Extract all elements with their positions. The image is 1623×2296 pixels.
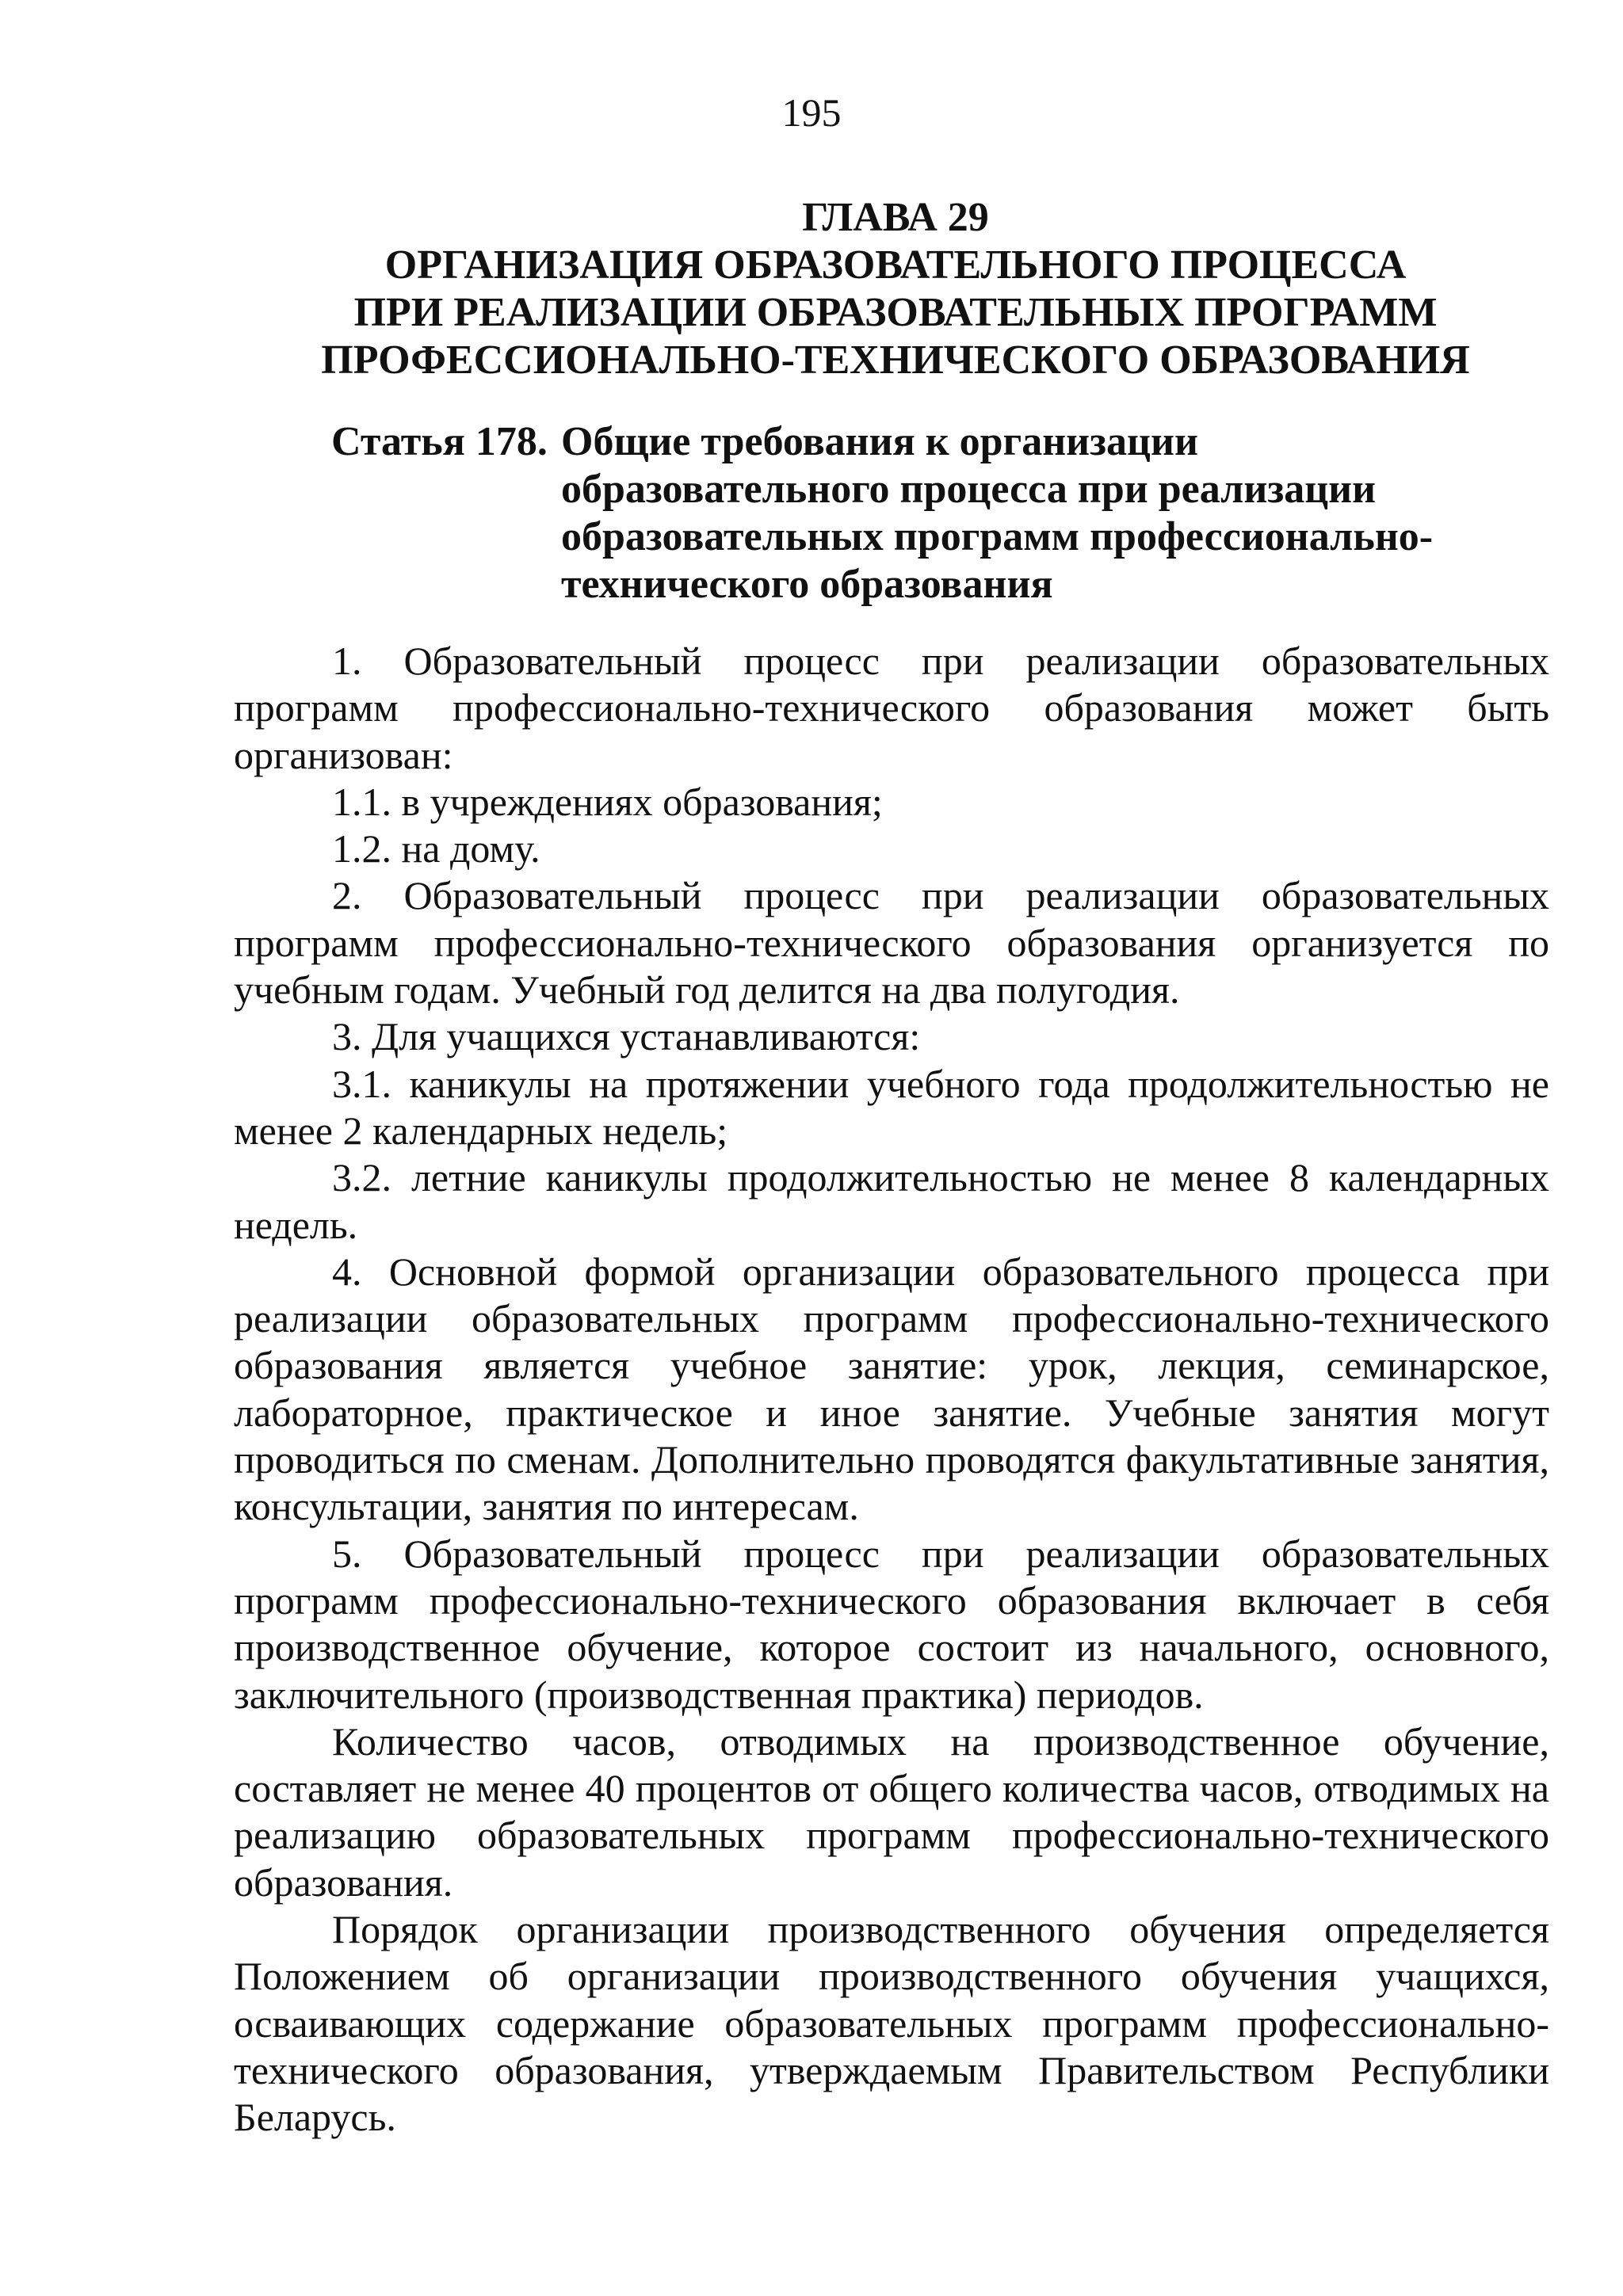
paragraph: 1.1. в учреждениях образования; [332,779,883,824]
paragraph: 4. Основной формой организации образовательного процесса при реализации образовательных программ профессионально-технического образования является учебное занятие: урок, лекция, семинарское, лабораторное, практическое и иное занятие. Учебные занятия могут проводиться по сменам. Дополнительно проводятся факультативные занятия, консультации, занятия по интересам. [234,1249,1549,1529]
paragraph: 2. Образовательный процесс при реализации образовательных программ профессионально-технического образования организуется по учебным годам. Учебный год делится на два полугодия. [234,873,1549,1013]
chapter-title-line: ПРИ РЕАЛИЗАЦИИ ОБРАЗОВАТЕЛЬНЫХ ПРОГРАММ [353,290,1438,335]
article-title-line: образовательного процесса при реализации [561,467,1377,512]
page-number: 195 [781,90,842,135]
chapter-title-line: ОРГАНИЗАЦИЯ ОБРАЗОВАТЕЛЬНОГО ПРОЦЕССА [384,242,1407,288]
article-title [561,418,1512,608]
chapter-heading [0,194,1623,384]
article-title-line: образовательных программ профессионально- [561,514,1434,559]
paragraph: 1. Образовательный процесс при реализации образовательных программ профессионально-технического образования может быть организован: [234,639,1549,777]
paragraph: Количество часов, отводимых на производственное обучение, составляет не менее 40 процентов от общего количества часов, отводимых на реализацию образовательных программ профессионально-технического образования. [234,1718,1549,1905]
paragraph: 3.1. каникулы на протяжении учебного года продолжительностью не менее 2 календарных недель; [234,1061,1549,1153]
paragraph: Порядок организации производственного обучения определяется Положением об организации производственного обучения учащихся, осваивающих содержание образовательных программ профессионально-технического образования, утверждаемым Правительством Республики Беларусь. [234,1907,1549,2140]
paragraph: 3.2. летние каникулы продолжительностью не менее 8 календарных недель. [234,1155,1549,1247]
paragraph: 1.2. на дому. [332,826,540,871]
paragraph: 5. Образовательный процесс при реализации образовательных программ профессионально-технического образования включает в себя производственное обучение, которое состоит из начального, основного, заключительного (производственная практика) периодов. [234,1531,1549,1717]
chapter-label: ГЛАВА 29 [802,195,989,240]
article-title-line: технического образования [561,562,1053,607]
article-body [234,638,1549,2142]
paragraph: 3. Для учащихся устанавливаются: [332,1014,921,1059]
chapter-title-line: ПРОФЕССИОНАЛЬНО-ТЕХНИЧЕСКОГО ОБРАЗОВАНИЯ [321,338,1470,383]
article-number: Статья 178. [331,419,548,464]
article-title-line: Общие требования к организации [561,419,1198,464]
